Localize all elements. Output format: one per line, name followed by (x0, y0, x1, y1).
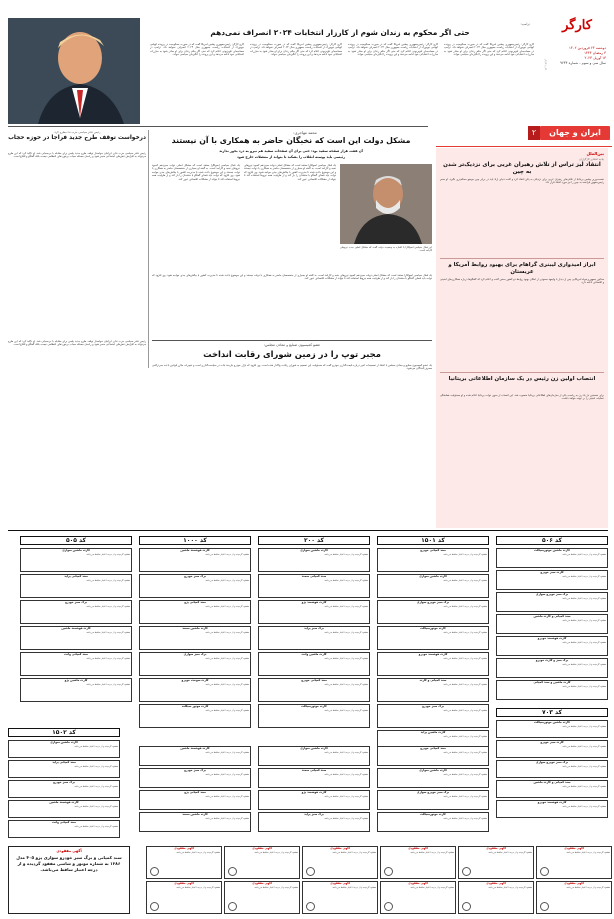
classified-column-header: کد ۵۰۵ (20, 536, 132, 545)
ad-label: آگهی مفقودی (174, 846, 194, 850)
lost-ad-body: مفقود گردیده و از درجه اعتبار ساقط می‌باشد (254, 850, 298, 854)
interview-byline: محمد مهاجری: (293, 130, 317, 135)
sidebar-item-body: برای نخستین بار یک زن به ریاست یکی از سازمان‌های اطلاعاتی بریتانیا منصوب شد. این انتصاب از سوی دولت بریتانیا اعلام شده و او مسئولیت هماهنگی عملیات امنیتی را بر عهده خواهد داشت. (440, 394, 604, 401)
classified-item (258, 678, 370, 702)
lost-ad (224, 881, 300, 914)
classified-item-body: مفقود گردیده و از درجه اعتبار ساقط می‌باشد (443, 734, 487, 738)
classified-item (139, 746, 251, 766)
classified-item (20, 600, 132, 624)
stamp-icon (306, 867, 315, 876)
ad-label: آگهی مفقودی (330, 846, 350, 850)
classified-item-body: مفقود گردیده و از درجه اعتبار ساقط می‌باشد (74, 744, 118, 748)
lost-ad-body: مفقود گردیده و از درجه اعتبار ساقط می‌باشد (254, 885, 298, 889)
classified-item (377, 812, 489, 832)
classified-item (377, 626, 489, 650)
classified-item (139, 678, 251, 702)
classified-item-title: برگ سبز خودرو (422, 704, 444, 708)
parliament-divider (152, 340, 432, 341)
classified-item-title: کارت هوشمند ماشین (180, 548, 210, 552)
classified-item (496, 592, 608, 612)
classified-item (377, 574, 489, 598)
lost-ad (146, 881, 222, 914)
classified-column-header: کد ۵۰۶ (496, 536, 608, 545)
hijab-body: رئیس دفتر سیاسی حزب ندای ایرانیان خواستار توقف طرح جدید پلیس برای مقابله با بی‌حجابی شد. او تأکید کرد که این طرح می‌تواند به افزایش تنش‌های اجتماعی منجر شود و راه‌حل مسئله حجاب برخوردهای انتظامی نیست بلکه گفتگو و اقناع است. (8, 152, 146, 159)
classified-item (496, 800, 608, 818)
classified-item-body: مفقود گردیده و از درجه اعتبار ساقط می‌باشد (562, 784, 606, 788)
classified-item-body: مفقود گردیده و از درجه اعتبار ساقط می‌باشد (86, 552, 130, 556)
classified-item (20, 652, 132, 676)
parliament-kicker: عضو کمیسیون صنایع و معادن مجلس: (263, 343, 321, 347)
classified-item-body: مفقود گردیده و از درجه اعتبار ساقط می‌باشد (205, 682, 249, 686)
classified-item-body: مفقود گردیده و از درجه اعتبار ساقط می‌باشد (324, 656, 368, 660)
classified-item-body: مفقود گردیده و از درجه اعتبار ساقط می‌باشد (443, 656, 487, 660)
interview-body-col2: یک فعال سیاسی اصولگرا معتقد است که مشکل اصلی دولت سیزدهم کمبود نیروهای نخبه و کارآمد است. به گفته او بسیاری از متخصصان حاضر به همکاری با دولت نیستند و این موضوع باعث شده تا مدیریت کشور با چالش‌های جدی مواجه شود. وی افزود که دولت باید فضای گفتگو با منتقدان را باز کند و از ظرفیت همه نیروها استفاده کند تا بتواند از مشکلات اقتصادی عبور کند. (152, 164, 240, 181)
classified-item (377, 548, 489, 572)
classified-item-body: مفقود گردیده و از درجه اعتبار ساقط می‌باشد (562, 684, 606, 688)
classified-item-title: برگ سبز خودرو سواری (416, 600, 450, 604)
ad-label: آگهی مفقودی (174, 881, 194, 885)
lost-ad-body: مفقود گردیده و از درجه اعتبار ساقط می‌باشد (488, 850, 532, 854)
classified-item-title: کارت ماشین پژو (64, 678, 88, 682)
classified-item-body: مفقود گردیده و از درجه اعتبار ساقط می‌باشد (205, 630, 249, 634)
classified-item-title: کارت موتورسیکلت (301, 704, 327, 708)
classified-item-body: مفقود گردیده و از درجه اعتبار ساقط می‌باشد (205, 604, 249, 608)
classified-item-title: کارت ماشین سواری (50, 740, 78, 744)
classified-item-body: مفقود گردیده و از درجه اعتبار ساقط می‌باشد (562, 618, 606, 622)
interview-body-col1: یک فعال سیاسی اصولگرا معتقد است که مشکل اصلی دولت سیزدهم کمبود نیروهای نخبه و کارآمد است. به گفته او بسیاری از متخصصان حاضر به همکاری با دولت نیستند و این موضوع باعث شده تا مدیریت کشور با چالش‌های جدی مواجه شود. وی افزود که دولت باید فضای گفتگو با منتقدان را باز کند و از ظرفیت همه نیروها استفاده کند تا بتواند از مشکلات اقتصادی عبور کند. (244, 164, 336, 181)
ad-label: آگهی مفقودی (486, 881, 506, 885)
lost-ad (458, 881, 534, 914)
classified-column-header: کد ۱۵۰۲ (8, 728, 120, 737)
classified-item-body: مفقود گردیده و از درجه اعتبار ساقط می‌باشد (443, 750, 487, 754)
lead-photo (8, 18, 140, 124)
classified-item-body: مفقود گردیده و از درجه اعتبار ساقط می‌باشد (205, 816, 249, 820)
classified-item-body: مفقود گردیده و از درجه اعتبار ساقط می‌باشد (443, 630, 487, 634)
sidebar-item-title: انتصاب اولین زن رئیس در یک سازمان اطلاعاتی بریتانیا (448, 376, 596, 382)
classified-item (496, 720, 608, 738)
lead-kicker: ترامپ: (520, 22, 530, 26)
classified-item-body: مفقود گردیده و از درجه اعتبار ساقط می‌باشد (86, 656, 130, 660)
classified-item-title: کارت ماشین موتورسیکلت (534, 548, 570, 552)
classified-item-body: مفقود گردیده و از درجه اعتبار ساقط می‌باشد (86, 630, 130, 634)
classified-item-title: کارت سوخت خودرو (181, 678, 209, 682)
classified-item-title: کارت هوشمند پژو (301, 790, 327, 794)
classified-item (496, 760, 608, 778)
classified-item (258, 812, 370, 832)
lead-title: حتی اگر محکوم به زندان شوم از کارزار انتخابات ۲۰۲۴ انصراف نمی‌دهم (210, 28, 470, 37)
classified-column-header: کد ۲۰۰ (258, 536, 370, 545)
international-sidebar (436, 148, 608, 528)
classified-item-body: مفقود گردیده و از درجه اعتبار ساقط می‌باشد (324, 630, 368, 634)
classified-item-title: سند کمپانی پراید (64, 574, 88, 578)
classified-item-body: مفقود گردیده و از درجه اعتبار ساقط می‌باشد (562, 596, 606, 600)
classified-item-title: سند کمپانی پژو (184, 790, 206, 794)
classified-item-title: سند کمپانی و کارت ماشین (533, 614, 571, 618)
classified-item-body: مفقود گردیده و از درجه اعتبار ساقط می‌باشد (74, 784, 118, 788)
stamp-icon (384, 867, 393, 876)
classified-item-body: مفقود گردیده و از درجه اعتبار ساقط می‌باشد (205, 578, 249, 582)
classified-item-title: کارت ماشین پراید (420, 730, 446, 734)
classified-item (139, 548, 251, 572)
ad-label: آگهی مفقودی (486, 846, 506, 850)
lead-body-col4: کارو کارگر: رئیس‌جمهوری پیشین آمریکا گفت که در صورت محکومیت در پرونده اتهامی نیویورک از انتخابات ریاست جمهوری سال ۲۰۲۴ انصراف نخواهد داد. ترامپ در مصاحبه‌ای تلویزیونی اعلام کرد که حتی اگر حکم زندان برای او صادر شود به مبارزات انتخاباتی خود ادامه می‌دهد و این پرونده را انگیزه‌ای سیاسی خواند. (150, 43, 244, 57)
stamp-icon (384, 902, 393, 911)
classified-item-title: سند کمپانی خودرو (420, 548, 446, 552)
classified-item-title: کارت موتور سیکلت (181, 704, 209, 708)
newspaper-logo: کارگر (562, 18, 592, 33)
interview-body-col3: یک فعال سیاسی اصولگرا معتقد است که مشکل اصلی دولت سیزدهم کمبود نیروهای نخبه و کارآمد است. به گفته او بسیاری از متخصصان حاضر به همکاری با دولت نیستند و این موضوع باعث شده تا مدیریت کشور با چالش‌های جدی مواجه شود. وی افزود که دولت باید فضای گفتگو با منتقدان را باز کند و از ظرفیت همه نیروها استفاده کند تا بتواند از مشکلات اقتصادی عبور کند. (152, 274, 432, 281)
date-line: ۳ رمضان ۱۴۴۴ (584, 51, 606, 55)
interview-title: مشکل دولت این است که نخبگان حاضر به همکاری با آن نیستند (171, 136, 411, 145)
classified-item-title: سند کمپانی سمند (301, 768, 327, 772)
classified-item (496, 780, 608, 798)
interviewee-graphic (340, 164, 432, 244)
classified-item-body: مفقود گردیده و از درجه اعتبار ساقط می‌باشد (324, 552, 368, 556)
stamp-icon (306, 902, 315, 911)
lost-ad-body: مفقود گردیده و از درجه اعتبار ساقط می‌باشد (332, 850, 376, 854)
classified-item-title: کارت ماشین سواری (300, 746, 328, 750)
lost-ad-body: مفقود گردیده و از درجه اعتبار ساقط می‌باشد (176, 885, 220, 889)
ad-label: آگهی مفقودی (252, 846, 272, 850)
lost-ad-body: مفقود گردیده و از درجه اعتبار ساقط می‌باشد (488, 885, 532, 889)
interview-sub1: آن هفت هزار صفحه سفید بود: حتی برای آن صفحات سفید هم نیرو به درد بخور ندارند (219, 149, 363, 153)
classified-item (496, 570, 608, 590)
classified-item (377, 768, 489, 788)
page-number: ۲ (528, 126, 540, 140)
lost-ad (458, 846, 534, 879)
classified-item-body: مفقود گردیده و از درجه اعتبار ساقط می‌باشد (205, 750, 249, 754)
classified-item-body: مفقود گردیده و از درجه اعتبار ساقط می‌باشد (205, 708, 249, 712)
classified-item (496, 548, 608, 568)
masthead-dates (548, 46, 606, 66)
parliament-body: یک عضو کمیسیون صنایع و معادن مجلس با انتقاد از تصمیمات اخیر درباره قیمت‌گذاری خودرو گفت که مسئولیت این تصمیم به شورای رقابت واگذار شده است. وی افزود که بازار خودرو نیازمند ثبات در سیاست‌گذاری است و تغییرات مکرر قوانین باعث سردرگمی مصرف‌کنندگان می‌شود. (152, 364, 432, 371)
classified-item (20, 574, 132, 598)
classified-item-title: برگ سبز سواری (183, 652, 207, 656)
classified-item-body: مفقود گردیده و از درجه اعتبار ساقط می‌باشد (324, 750, 368, 754)
classified-item-body: مفقود گردیده و از درجه اعتبار ساقط می‌باشد (86, 682, 130, 686)
classified-item-body: مفقود گردیده و از درجه اعتبار ساقط می‌باشد (74, 764, 118, 768)
classified-item-title: برگ سبز و کارت خودرو (535, 658, 569, 662)
classified-item-title: کارت ماشین سمند (182, 626, 208, 630)
classified-item (377, 678, 489, 702)
classified-item-title: کارت هوشمند خودرو (537, 800, 567, 804)
classified-item-title: برگ سبز خودرو سواری (535, 592, 569, 596)
classified-item (377, 652, 489, 676)
sidebar-label: بین‌الملل (586, 151, 604, 156)
classified-item-title: سند کمپانی وانت (64, 652, 88, 656)
classified-item-title: برگ سبز خودرو (65, 600, 87, 604)
classified-item-body: مفقود گردیده و از درجه اعتبار ساقط می‌باشد (324, 682, 368, 686)
classified-item (258, 768, 370, 788)
classified-item (258, 746, 370, 766)
classified-item-body: مفقود گردیده و از درجه اعتبار ساقط می‌باشد (562, 640, 606, 644)
classified-item-title: کارت سبز خودرو (540, 570, 564, 574)
classified-divider (8, 530, 608, 531)
lost-ad (536, 846, 612, 879)
stamp-icon (540, 902, 549, 911)
stamp-icon (150, 902, 159, 911)
classified-item (139, 626, 251, 650)
lost-ad-body: مفقود گردیده و از درجه اعتبار ساقط می‌باشد (410, 885, 454, 889)
classified-item-body: مفقود گردیده و از درجه اعتبار ساقط می‌باشد (443, 604, 487, 608)
date-line: ۱۳ آوریل ۲۰۲۳ (584, 56, 606, 60)
classified-item-body: مفقود گردیده و از درجه اعتبار ساقط می‌باشد (562, 804, 606, 808)
classified-item (139, 812, 251, 832)
classified-item-title: برگ سبز پراید (304, 812, 324, 816)
classified-item-body: مفقود گردیده و از درجه اعتبار ساقط می‌باشد (562, 724, 606, 728)
lead-body-col1: کارو کارگر: رئیس‌جمهوری پیشین آمریکا گفت که در صورت محکومیت در پرونده اتهامی نیویورک از انتخابات ریاست جمهوری سال ۲۰۲۴ انصراف نخواهد داد. ترامپ در مصاحبه‌ای تلویزیونی اعلام کرد که حتی اگر حکم زندان برای او صادر شود به مبارزات انتخاباتی خود ادامه می‌دهد و این پرونده را انگیزه‌ای سیاسی خواند. (444, 43, 534, 57)
classified-item (8, 820, 120, 838)
lost-ad (224, 846, 300, 879)
classified-item-body: مفقود گردیده و از درجه اعتبار ساقط می‌باشد (74, 824, 118, 828)
classified-item (496, 614, 608, 634)
classified-item-title: کارت هوشمند خودرو (537, 636, 567, 640)
ad-label: آگهی مفقودی (330, 881, 350, 885)
classified-item (496, 740, 608, 758)
sidebar-item-body: سناتور جمهوری‌خواه آمریکایی پس از دیدار با ولیعهد سعودی از امکان بهبود روابط دو کشور سخن گفت و اعلام کرد که گفتگوها درباره همکاری‌های امنیتی و اقتصادی ادامه دارد. (440, 278, 604, 285)
classified-item-title: سند کمپانی و کارت (419, 678, 447, 682)
hijab-kicker: رئیس دفتر سیاسی حزب ندا مطرح کرد: (53, 130, 101, 134)
classified-item (258, 574, 370, 598)
section-tag: ایران و جهان (540, 126, 610, 140)
classified-item-body: مفقود گردیده و از درجه اعتبار ساقط می‌باشد (324, 708, 368, 712)
classified-item (139, 600, 251, 624)
classified-item (258, 600, 370, 624)
classified-item (496, 680, 608, 700)
classified-item-body: مفقود گردیده و از درجه اعتبار ساقط می‌باشد (205, 794, 249, 798)
stamp-icon (462, 902, 471, 911)
masthead-small-logo: کار و کارگر (544, 58, 547, 70)
classified-item-title: کارت ماشین سمند (182, 812, 208, 816)
lost-ad (536, 881, 612, 914)
classified-item-title: کارت هوشمند ماشین (61, 626, 91, 630)
stamp-icon (150, 867, 159, 876)
classified-item-body: مفقود گردیده و از درجه اعتبار ساقط می‌باشد (205, 772, 249, 776)
classified-item-title: برگ سبز خودرو (53, 780, 75, 784)
classified-column-header: کد ۱۰۰۰ (139, 536, 251, 545)
lead-body-col2: کارو کارگر: رئیس‌جمهوری پیشین آمریکا گفت که در صورت محکومیت در پرونده اتهامی نیویورک از انتخابات ریاست جمهوری سال ۲۰۲۴ انصراف نخواهد داد. ترامپ در مصاحبه‌ای تلویزیونی اعلام کرد که حتی اگر حکم زندان برای او صادر شود به مبارزات انتخاباتی خود ادامه می‌دهد و این پرونده را انگیزه‌ای سیاسی خواند. (348, 43, 438, 57)
lost-ad-body: مفقود گردیده و از درجه اعتبار ساقط می‌باشد (566, 850, 610, 854)
classified-item (377, 746, 489, 766)
parliament-title: مجبر توپ را در زمین شورای رقابت انداخت (203, 349, 381, 359)
classified-item (496, 636, 608, 656)
classified-item-body: مفقود گردیده و از درجه اعتبار ساقط می‌باشد (324, 578, 368, 582)
classified-item-body: مفقود گردیده و از درجه اعتبار ساقط می‌باشد (324, 604, 368, 608)
classified-item-title: کارت موتورسیکلت (420, 812, 446, 816)
classified-item (8, 780, 120, 798)
section-divider (436, 146, 612, 147)
stamp-icon (228, 902, 237, 911)
classified-item-title: کارت ماشین و سند کمپانی (533, 680, 571, 684)
big-ad-body: سند کمپانی و برگ سبز خودرو سواری پژو ۴۰۵ مدل ۱۳۸۶ به شماره موتور و شاسی مفقود گردیده و از درجه اعتبار ساقط می‌باشد. (16, 855, 122, 872)
classified-item-title: کارت هوشمند خودرو (418, 652, 448, 656)
classified-item (20, 626, 132, 650)
classified-item-body: مفقود گردیده و از درجه اعتبار ساقط می‌باشد (443, 816, 487, 820)
classified-item (20, 548, 132, 572)
classified-item-body: مفقود گردیده و از درجه اعتبار ساقط می‌باشد (443, 682, 487, 686)
sidebar-divider (440, 258, 604, 259)
classified-item (139, 704, 251, 728)
classified-item-title: برگ سبز خودرو سواری (416, 790, 450, 794)
lost-ad (146, 846, 222, 879)
classified-item (258, 704, 370, 728)
classified-item-body: مفقود گردیده و از درجه اعتبار ساقط می‌باشد (324, 772, 368, 776)
classified-item (139, 574, 251, 598)
classified-item-title: کارت هوشمند ماشین (180, 746, 210, 750)
column-divider (148, 130, 149, 368)
issue-number: سال سی و سوم - شماره ۹۶۳۴ (559, 61, 606, 65)
classified-item-title: سند کمپانی پژو (184, 600, 206, 604)
classified-item-body: مفقود گردیده و از درجه اعتبار ساقط می‌باشد (443, 794, 487, 798)
big-lost-ad (8, 846, 130, 914)
classified-item (258, 652, 370, 676)
classified-item-body: مفقود گردیده و از درجه اعتبار ساقط می‌باشد (74, 804, 118, 808)
classified-item-title: کارت ماشین سواری (62, 548, 90, 552)
classified-item (258, 548, 370, 572)
classified-item-title: کارت ماشین موتورسیکلت (534, 720, 570, 724)
portrait-graphic (8, 18, 140, 124)
classified-item (139, 652, 251, 676)
classified-item-title: برگ سبز خودرو سواری (535, 760, 569, 764)
hijab-title: درخواست توقف طرح جدید فراجا در حوزه حجاب (8, 135, 146, 141)
lead-divider (8, 126, 428, 127)
interview-caption: این فعال سیاسی اصولگرا با اشاره به وضعیت دولت گفت که مشکل اصلی جذب نیروهای کارآمد است. (340, 246, 432, 253)
lost-ad (302, 846, 378, 879)
classified-item-body: مفقود گردیده و از درجه اعتبار ساقط می‌باشد (562, 744, 606, 748)
classified-item-title: سند کمپانی وانت (52, 820, 76, 824)
classified-item-body: مفقود گردیده و از درجه اعتبار ساقط می‌باشد (443, 552, 487, 556)
ad-label: آگهی مفقودی (252, 881, 272, 885)
sidebar-item-body: نخست‌وزیر پیشین بریتانیا از تلاش‌های رهبران غربی برای نزدیکی به پکن انتقاد کرد و گفت دنیای آزاد باید در برابر چین موضع محکم‌تری بگیرد. او سفر رئیس‌جمهور فرانسه به چین را نیز مورد انتقاد قرار داد. (440, 178, 604, 185)
sidebar-item-title: ابراز امیدواری لیبنری گراهام برای بهبود روابط آمریکا و عربستان (448, 262, 596, 275)
classified-item-body: مفقود گردیده و از درجه اعتبار ساقط می‌باشد (562, 662, 606, 666)
lost-ad-body: مفقود گردیده و از درجه اعتبار ساقط می‌باشد (332, 885, 376, 889)
classified-item-body: مفقود گردیده و از درجه اعتبار ساقط می‌باشد (562, 764, 606, 768)
classified-item-body: مفقود گردیده و از درجه اعتبار ساقط می‌باشد (205, 552, 249, 556)
classified-item (496, 658, 608, 678)
ad-label: آگهی مفقودی (564, 846, 584, 850)
classified-item-title: برگ سبز پراید (304, 626, 324, 630)
ad-label: آگهی مفقودی (408, 846, 428, 850)
classified-item-body: مفقود گردیده و از درجه اعتبار ساقط می‌باشد (562, 552, 606, 556)
classified-item (377, 790, 489, 810)
classified-item-title: کارت ماشین وانت (301, 652, 327, 656)
classified-item-body: مفقود گردیده و از درجه اعتبار ساقط می‌باشد (86, 578, 130, 582)
lead-body-col3: کارو کارگر: رئیس‌جمهوری پیشین آمریکا گفت که در صورت محکومیت در پرونده اتهامی نیویورک از انتخابات ریاست جمهوری سال ۲۰۲۴ انصراف نخواهد داد. ترامپ در مصاحبه‌ای تلویزیونی اعلام کرد که حتی اگر حکم زندان برای او صادر شود به مبارزات انتخاباتی خود ادامه می‌دهد و این پرونده را انگیزه‌ای سیاسی خواند. (250, 43, 342, 57)
lost-ad (380, 846, 456, 879)
classified-item-title: سند کمپانی سمند (301, 574, 327, 578)
ad-label: آگهی مفقودی (56, 849, 82, 853)
lost-ad (302, 881, 378, 914)
classified-item-title: کارت ماشین سواری (419, 574, 447, 578)
sidebar-item-title: انتقاد لیز تراس از تلاش رهبران غربی برای نزدیک‌تر شدن به چین (443, 162, 601, 175)
classified-item-title: سند کمپانی و کارت ماشین (533, 780, 571, 784)
classified-item-body: مفقود گردیده و از درجه اعتبار ساقط می‌باشد (324, 794, 368, 798)
classified-item-title: سند کمپانی خودرو (420, 746, 446, 750)
classified-item (139, 790, 251, 810)
lost-ad-body: مفقود گردیده و از درجه اعتبار ساقط می‌باشد (176, 850, 220, 854)
classified-item-title: کارت موتورسیکلت (420, 626, 446, 630)
classified-item-title: سند کمپانی خودرو (301, 678, 327, 682)
lost-ad-body: مفقود گردیده و از درجه اعتبار ساقط می‌باشد (566, 885, 610, 889)
sidebar-divider (440, 372, 604, 373)
classified-item-body: مفقود گردیده و از درجه اعتبار ساقط می‌باشد (205, 656, 249, 660)
classified-item-title: کارت ماشین سواری (300, 548, 328, 552)
lost-ad-body: مفقود گردیده و از درجه اعتبار ساقط می‌باشد (410, 850, 454, 854)
ad-label: آگهی مفقودی (564, 881, 584, 885)
classified-item (258, 790, 370, 810)
classified-item (139, 768, 251, 788)
interview-sub2: رئیسی باید پوسته انقلاب را بشکند تا بتواند از معضلات خارج شود (237, 155, 345, 159)
date-line: دوشنبه ۲۴ فروردین ۱۴۰۲ (568, 46, 606, 50)
classified-item-title: کارت سبز خودرو (540, 740, 564, 744)
sidebar-byline: بیانیه انتقادی کارگزاران (579, 158, 604, 161)
classified-item (377, 704, 489, 728)
classified-item (8, 760, 120, 778)
classified-item-title: برگ سبز خودرو (184, 574, 206, 578)
lost-ad (380, 881, 456, 914)
classified-item (20, 678, 132, 702)
classified-item-title: برگ سبز خودرو (184, 768, 206, 772)
classified-item-body: مفقود گردیده و از درجه اعتبار ساقط می‌باشد (562, 574, 606, 578)
classified-item-title: کارت ماشین سواری (419, 768, 447, 772)
stamp-icon (462, 867, 471, 876)
classified-item-body: مفقود گردیده و از درجه اعتبار ساقط می‌باشد (86, 604, 130, 608)
classified-column-header: کد ۷۰۳ (496, 708, 608, 717)
classified-column-header: کد ۱۵۰۱ (377, 536, 489, 545)
classified-item (377, 600, 489, 624)
classified-item (258, 626, 370, 650)
classified-item-title: کارت هوشمند ماشین (49, 800, 79, 804)
classified-item-body: مفقود گردیده و از درجه اعتبار ساقط می‌باشد (443, 578, 487, 582)
hijab-body-continued: رئیس دفتر سیاسی حزب ندای ایرانیان خواستار توقف طرح جدید پلیس برای مقابله با بی‌حجابی شد. او تأکید کرد که این طرح می‌تواند به افزایش تنش‌های اجتماعی منجر شود و راه‌حل مسئله حجاب برخوردهای انتظامی نیست بلکه گفتگو و اقناع است. (8, 340, 146, 347)
classified-item (8, 740, 120, 758)
interview-photo (340, 164, 432, 244)
classified-item (8, 800, 120, 818)
classified-item-body: مفقود گردیده و از درجه اعتبار ساقط می‌باشد (443, 772, 487, 776)
ad-label: آگهی مفقودی (408, 881, 428, 885)
classified-item-body: مفقود گردیده و از درجه اعتبار ساقط می‌باشد (324, 816, 368, 820)
stamp-icon (540, 867, 549, 876)
classified-item-body: مفقود گردیده و از درجه اعتبار ساقط می‌باشد (443, 708, 487, 712)
classified-item-title: کارت هوشمند پژو (301, 600, 327, 604)
stamp-icon (228, 867, 237, 876)
classified-item-title: سند کمپانی پراید (52, 760, 76, 764)
